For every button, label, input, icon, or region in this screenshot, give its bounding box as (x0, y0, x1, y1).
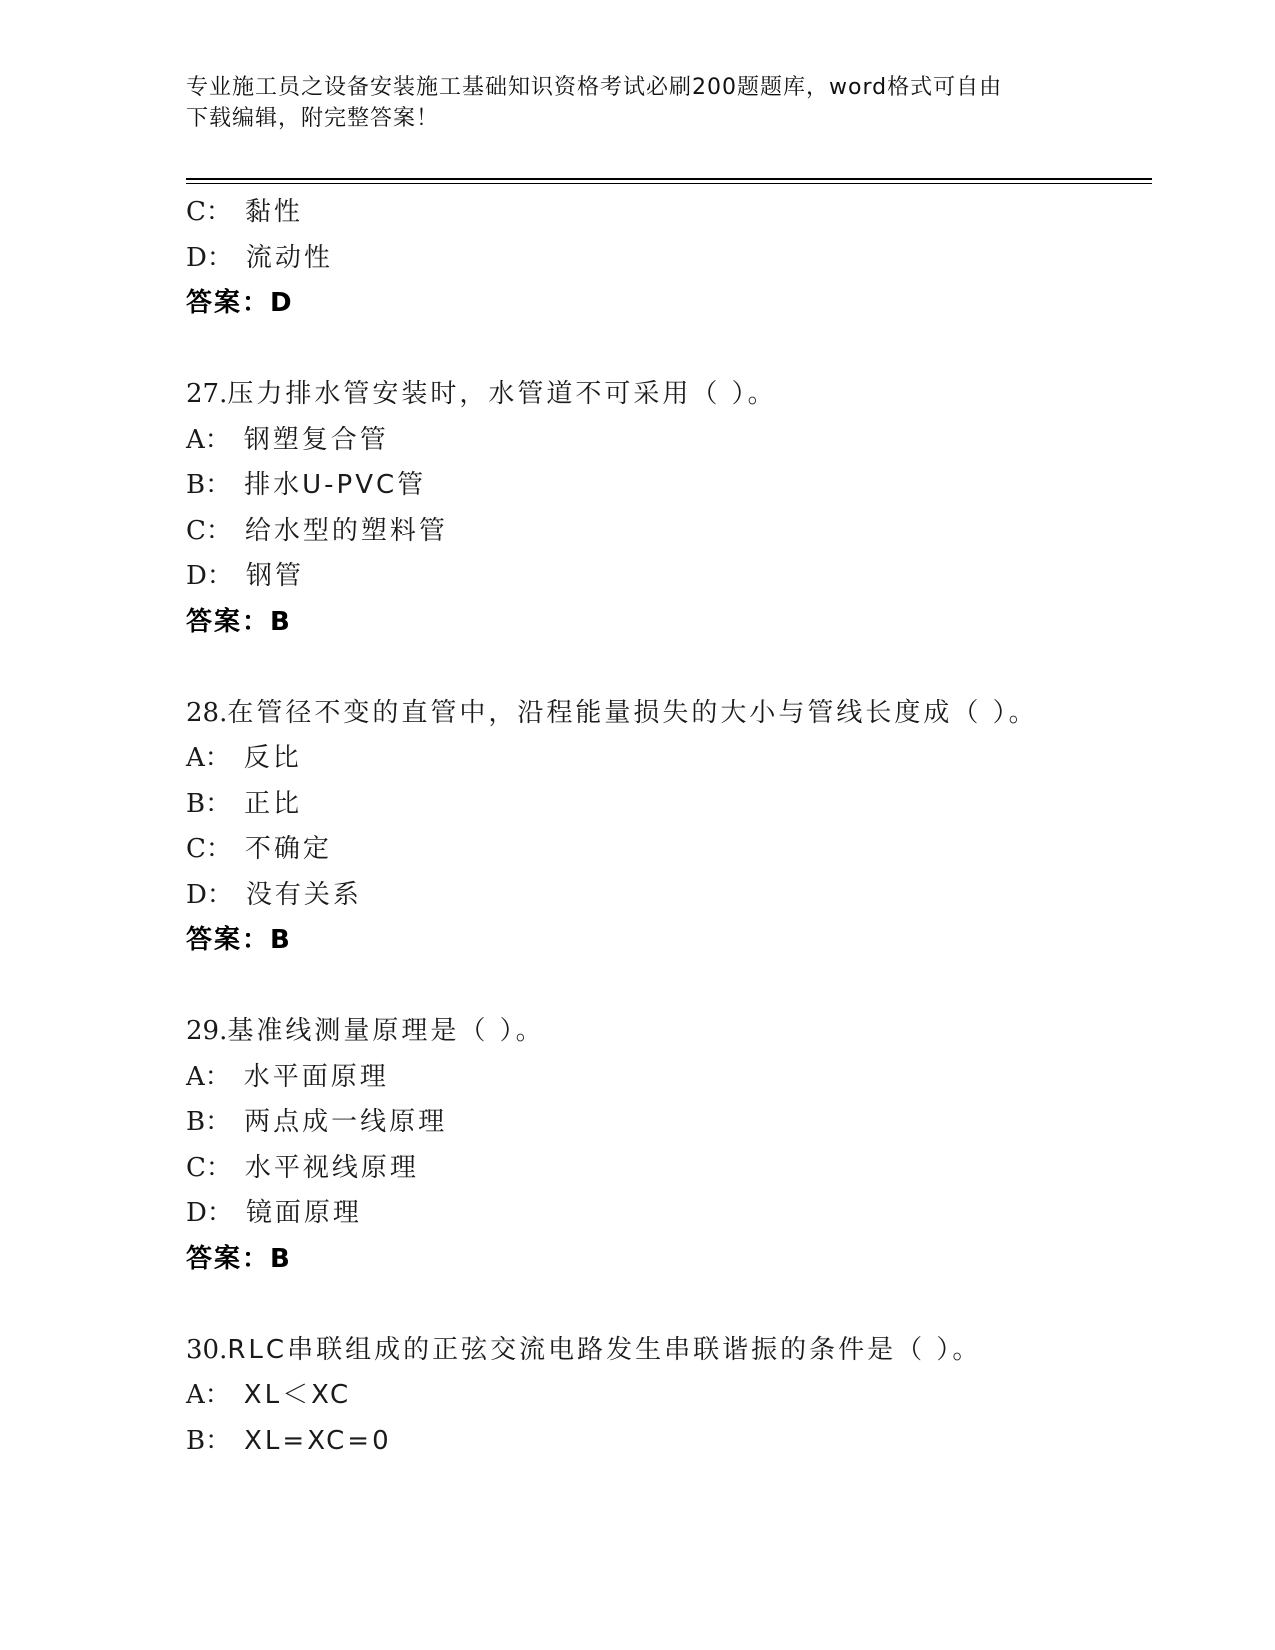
option-separator: ： (205, 470, 235, 500)
option-separator: ： (206, 879, 236, 910)
option-separator: ： (206, 242, 236, 273)
option-text: 排水U-PVC管 (244, 470, 427, 500)
header-line-1: 专业施工员之设备安装施工基础知识资格考试必刷200题题库，word格式可自由 (186, 75, 1003, 100)
header-rule-thick (186, 178, 1152, 180)
option-a (186, 1373, 1152, 1419)
option-separator: ： (206, 561, 236, 591)
option-d (186, 236, 1152, 282)
option-a (186, 736, 1152, 782)
option-separator: ： (205, 834, 235, 864)
option-text: 不确定 (244, 834, 332, 864)
question-28 (186, 691, 1152, 964)
spacer (186, 964, 1152, 1010)
option-b (186, 463, 1152, 509)
question-stem (186, 372, 1152, 418)
option-c (186, 509, 1152, 555)
option-b (186, 782, 1152, 828)
option-text: XL=XC=0 (244, 1425, 392, 1456)
option-key: C (186, 834, 206, 864)
header-line-2: 下载编辑，附完整答案！ (186, 106, 440, 131)
option-separator: ： (206, 1198, 236, 1228)
question-26-continuation (186, 190, 1152, 327)
option-key: A (186, 1380, 205, 1410)
option-a (186, 418, 1152, 464)
answer-line: 答案：B (186, 1243, 292, 1274)
option-key: D (186, 879, 207, 910)
option-d (186, 554, 1152, 600)
option-a (186, 1055, 1152, 1101)
option-d (186, 873, 1152, 919)
question-number: 30. (186, 1334, 228, 1365)
option-c (186, 190, 1152, 236)
option-key: C (186, 197, 206, 227)
option-text: 流动性 (245, 242, 333, 273)
option-key: A (186, 424, 205, 455)
option-key: B (186, 470, 206, 500)
option-key: B (186, 1107, 206, 1137)
spacer (186, 327, 1152, 373)
option-key: D (186, 242, 207, 273)
option-key: C (186, 515, 206, 546)
option-separator: ： (204, 424, 234, 455)
option-b (186, 1100, 1152, 1146)
document-header (186, 72, 1066, 134)
option-c (186, 1146, 1152, 1192)
spacer (186, 1282, 1152, 1328)
option-text: 钢管 (245, 561, 304, 591)
option-separator: ： (204, 1061, 234, 1092)
option-text: 镜面原理 (245, 1198, 362, 1228)
option-text: 钢塑复合管 (243, 424, 389, 455)
question-number: 27. (186, 379, 228, 409)
answer-line: 答案：B (186, 606, 292, 637)
option-text: 正比 (244, 788, 303, 819)
option-text: 黏性 (244, 197, 303, 227)
option-text: XL＜XC (243, 1380, 352, 1410)
question-list (186, 190, 1152, 1464)
question-27 (186, 372, 1152, 645)
answer-line: 答案：B (186, 925, 292, 955)
option-text: 水平视线原理 (244, 1152, 419, 1183)
option-key: C (186, 1152, 206, 1183)
option-key: B (186, 1425, 206, 1456)
option-separator: ： (205, 788, 235, 819)
option-separator: ： (205, 1107, 235, 1137)
option-d (186, 1191, 1152, 1237)
option-text: 给水型的塑料管 (244, 515, 448, 546)
question-number: 29. (186, 1016, 228, 1046)
option-separator: ： (205, 515, 235, 546)
option-b (186, 1419, 1152, 1465)
option-text: 反比 (243, 743, 302, 773)
option-key: D (186, 561, 207, 591)
option-c (186, 827, 1152, 873)
answer-line: 答案：D (186, 288, 294, 318)
option-separator: ： (204, 1380, 234, 1410)
option-text: 两点成一线原理 (244, 1107, 448, 1137)
question-29 (186, 1009, 1152, 1282)
question-text: RLC串联组成的正弦交流电路发生串联谐振的条件是（ ）。 (227, 1334, 982, 1365)
question-stem (186, 691, 1152, 737)
question-number: 28. (186, 697, 228, 728)
question-text: 压力排水管安装时，水管道不可采用（ ）。 (227, 379, 777, 409)
option-text: 没有关系 (245, 879, 362, 910)
option-text: 水平面原理 (243, 1061, 389, 1092)
option-key: B (186, 788, 206, 819)
option-separator: ： (204, 743, 234, 773)
option-key: D (186, 1198, 207, 1228)
option-separator: ： (205, 197, 235, 227)
option-key: A (186, 743, 205, 773)
option-separator: ： (205, 1152, 235, 1183)
option-separator: ： (205, 1425, 235, 1456)
option-key: A (186, 1061, 205, 1092)
question-text: 在管径不变的直管中，沿程能量损失的大小与管线长度成（ ）。 (227, 697, 1038, 728)
header-rule-thin (186, 183, 1152, 184)
spacer (186, 645, 1152, 691)
question-stem (186, 1009, 1152, 1055)
question-30 (186, 1328, 1152, 1465)
question-stem (186, 1328, 1152, 1374)
question-text: 基准线测量原理是（ ）。 (227, 1016, 545, 1046)
